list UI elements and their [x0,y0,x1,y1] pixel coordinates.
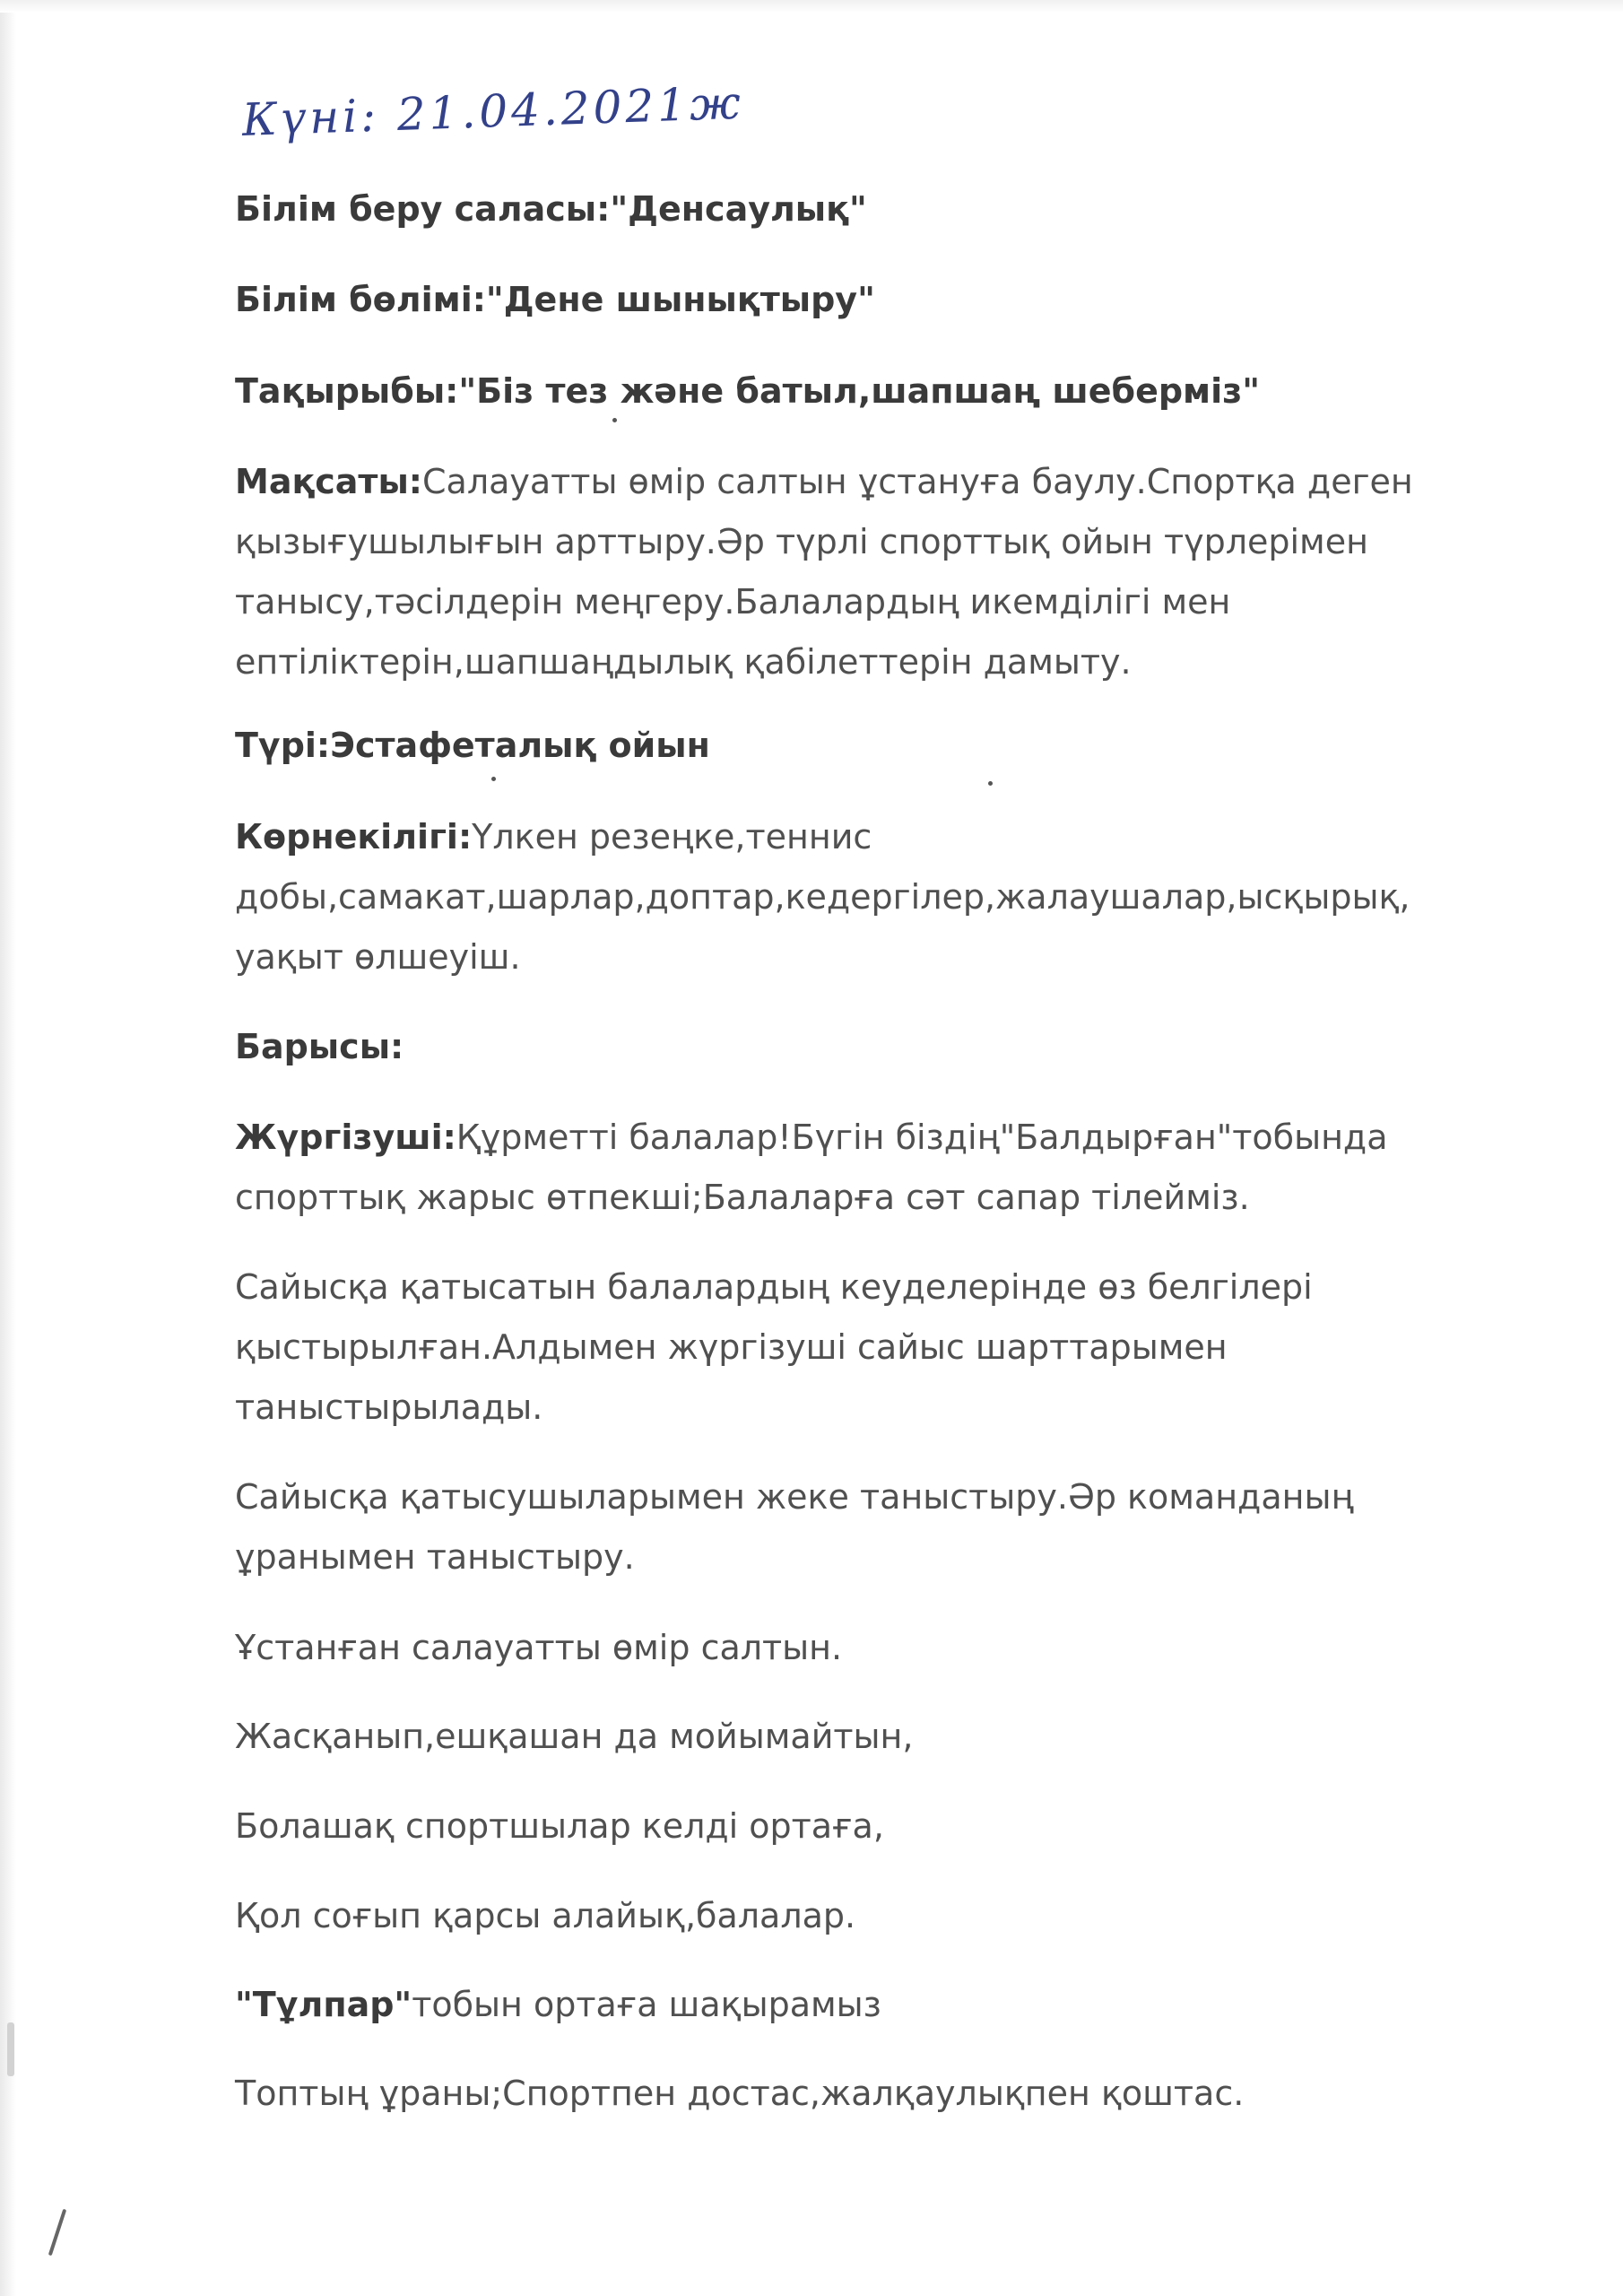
poem-line-4: Қол соғып қарсы алайық,балалар. [235,1896,856,1935]
host-label: Жүргізуші: [235,1118,456,1157]
poem-line-2: Жасқанып,ешқашан да мойымайтын, [235,1717,914,1756]
scan-mark-left [7,2022,14,2076]
goal-line-4: ептіліктерін,шапшаңдылық қабілеттерін дамыту. [235,642,1132,682]
host-text: Құрметті балалар!Бүгін біздің"Балдырған"тобында [456,1118,1388,1157]
paragraph-1-line-2: қыстырылған.Алдымен жүргізуші сайыс шарттарымен [235,1327,1228,1367]
visual-aids-line-3: уақыт өлшеуіш. [235,937,521,977]
visual-aids-text: Үлкен резеңке,теннис [472,817,872,857]
host-line-1 [235,1108,1472,1168]
scan-speck [988,781,993,786]
education-area-line: Білім беру саласы:"Денсаулық" [235,189,867,229]
poem-line-1: Ұстанған салауатты өмір салтын. [235,1628,843,1667]
scan-speck [491,777,496,781]
paragraph-1-line-3: таныстырылады. [235,1387,543,1427]
scan-speck [612,418,617,422]
type-line: Түрі:Эстафеталық ойын [235,726,710,765]
scan-shadow-left [0,0,16,2296]
paragraph-1-line-1: Сайысқа қатысатын балалардың кеуделерінде өз белгілері [235,1267,1313,1307]
poem-line-3: Болашақ спортшылар келді ортаға, [235,1806,884,1846]
goal-text: Салауатты өмір салтын ұстануға баулу.Спортқа деген [422,462,1413,501]
team-invite-text: тобын ортаға шақырамыз [412,1985,881,2024]
goal-line-3: танысу,тәсілдерін меңгеру.Балалардың икемділігі мен [235,582,1231,622]
visual-aids-line-1 [235,807,1472,867]
pen-tick-mark [48,2209,66,2257]
host-line-2: спорттық жарыс өтпекші;Балаларға сәт сапар тілейміз. [235,1178,1250,1217]
scan-shadow-top [0,0,1623,13]
progress-heading: Барысы: [235,1027,404,1066]
goal-label: Мақсаты: [235,462,422,501]
paragraph-2-line-2: ұранымен таныстыру. [235,1537,635,1577]
education-section-line: Білім бөлімі:"Дене шынықтыру" [235,280,875,319]
goal-line-1 [235,452,1472,512]
topic-line: Тақырыбы:"Біз тез және батыл,шапшаң шеберміз" [235,371,1261,411]
visual-aids-line-2: добы,самакат,шарлар,доптар,кедергілер,жалаушалар,ысқырық, [235,877,1410,917]
team-name: "Тұлпар" [235,1985,412,2024]
team-invite-line [235,1975,1472,2035]
paragraph-2-line-1: Сайысқа қатысушыларымен жеке таныстыру.Әр команданың [235,1477,1354,1517]
visual-aids-label: Көрнекілігі: [235,817,473,857]
goal-line-2: қызығушылығын арттыру.Әр түрлі спорттық ойын түрлерімен [235,522,1368,561]
team-motto-line: Топтың ұраны;Спортпен достас,жалқаулықпен қоштас. [235,2074,1245,2113]
handwritten-date: Күні: 21.04.2021ж [240,76,745,146]
